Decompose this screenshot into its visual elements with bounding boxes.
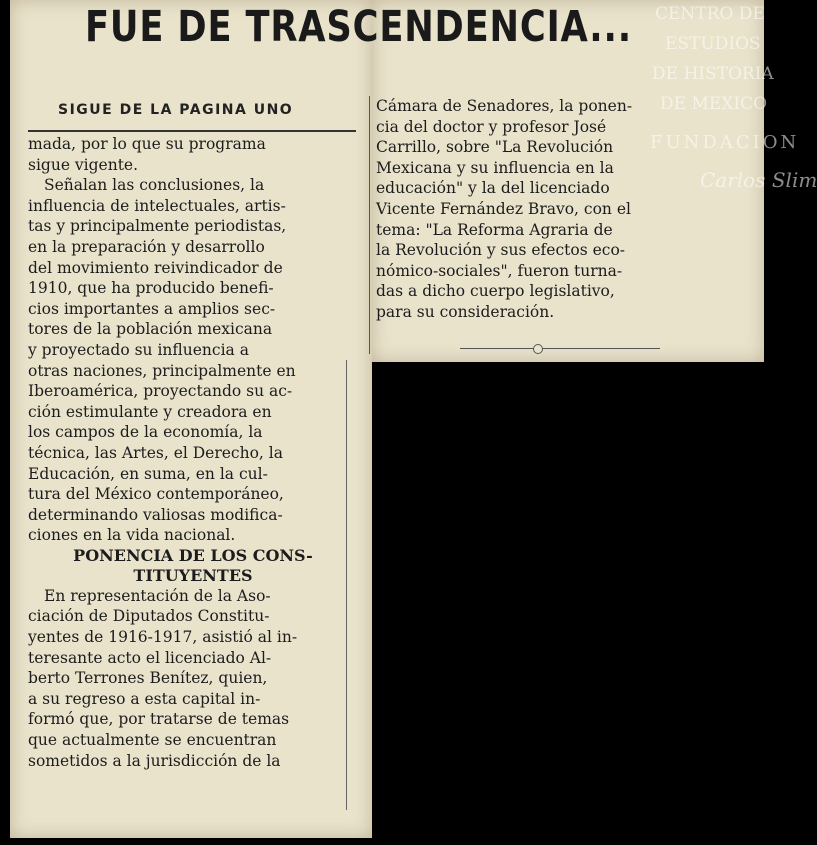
text-line: Mexicana y su influencia en la bbox=[376, 158, 614, 177]
text-line: ción estimulante y creadora en bbox=[28, 402, 272, 421]
text-line: en la preparación y desarrollo bbox=[28, 237, 265, 256]
text-line: y proyectado su influencia a bbox=[28, 340, 249, 359]
text-line: mada, por lo que su programa bbox=[28, 135, 266, 153]
left-column-text bbox=[28, 134, 358, 771]
headline: FUE DE TRASCENDENCIA... bbox=[85, 2, 632, 52]
text-line: cia del doctor y profesor José bbox=[376, 117, 607, 136]
text-line: En representación de la Aso- bbox=[44, 586, 271, 605]
watermark-line: ESTUDIOS bbox=[665, 34, 761, 54]
watermark-line: CENTRO DE bbox=[655, 4, 765, 24]
text-line: sometidos a la jurisdicción de la bbox=[28, 751, 281, 770]
text-line: para su consideración. bbox=[376, 302, 555, 321]
text-line: técnica, las Artes, el Derecho, la bbox=[28, 443, 283, 462]
text-line: tas y principalmente periodistas, bbox=[28, 217, 287, 236]
text-line: tema: "La Reforma Agraria de bbox=[376, 220, 613, 239]
watermark-line: FUNDACION bbox=[650, 132, 800, 153]
text-line: Carrillo, sobre "La Revolución bbox=[376, 138, 614, 157]
text-line: Señalan las conclusiones, la bbox=[44, 176, 265, 195]
column-divider bbox=[369, 96, 370, 354]
text-line: que actualmente se encuentran bbox=[28, 731, 277, 750]
kicker: SIGUE DE LA PAGINA UNO bbox=[58, 102, 294, 118]
text-line: berto Terrones Benítez, quien, bbox=[28, 669, 268, 688]
watermark-signature: Carlos Slim bbox=[700, 168, 817, 192]
watermark-line: DE MEXICO bbox=[660, 94, 768, 114]
text-line: ciones en la vida nacional. bbox=[28, 526, 236, 545]
text-line: das a dicho cuerpo legislativo, bbox=[376, 282, 615, 301]
text-line: tura del México contemporáneo, bbox=[28, 485, 284, 504]
text-line: la Revolución y sus efectos eco- bbox=[376, 241, 626, 260]
text-line: los campos de la economía, la bbox=[28, 423, 263, 442]
text-line: ciación de Diputados Constitu- bbox=[28, 607, 270, 626]
text-line: educación" y la del licenciado bbox=[376, 179, 610, 198]
text-line: otras naciones, principalmente en bbox=[28, 361, 296, 380]
text-line: Vicente Fernández Bravo, con el bbox=[376, 199, 631, 218]
text-line: del movimiento reivindicador de bbox=[28, 258, 283, 277]
text-line: Cámara de Senadores, la ponen- bbox=[376, 97, 633, 115]
text-line: a su regreso a esta capital in- bbox=[28, 689, 261, 708]
text-line: cios importantes a amplios sec- bbox=[28, 299, 276, 318]
text-line: Educación, en suma, en la cul- bbox=[28, 464, 268, 483]
text-line: 1910, que ha producido benefi- bbox=[28, 279, 274, 298]
text-line: Iberoamérica, proyectando su ac- bbox=[28, 382, 293, 401]
text-line: tores de la población mexicana bbox=[28, 320, 273, 339]
decorative-dot bbox=[533, 344, 543, 354]
text-line: sigue vigente. bbox=[28, 155, 139, 174]
text-line: formó que, por tratarse de temas bbox=[28, 710, 290, 729]
text-line: influencia de intelectuales, artis- bbox=[28, 196, 286, 215]
kicker-rule bbox=[28, 130, 356, 132]
watermark-line: DE HISTORIA bbox=[652, 64, 774, 84]
text-line: nómico-sociales", fueron turna- bbox=[376, 261, 623, 280]
subhead-line: PONENCIA DE LOS CONS- bbox=[73, 545, 313, 565]
text-line: yentes de 1916-1917, asistió al in- bbox=[28, 628, 298, 647]
subhead-line: TITUYENTES bbox=[133, 565, 253, 585]
right-column-text bbox=[376, 96, 716, 323]
text-line: determinando valiosas modifica- bbox=[28, 505, 283, 524]
text-line: teresante acto el licenciado Al- bbox=[28, 648, 272, 667]
decorative-rule bbox=[460, 348, 660, 349]
